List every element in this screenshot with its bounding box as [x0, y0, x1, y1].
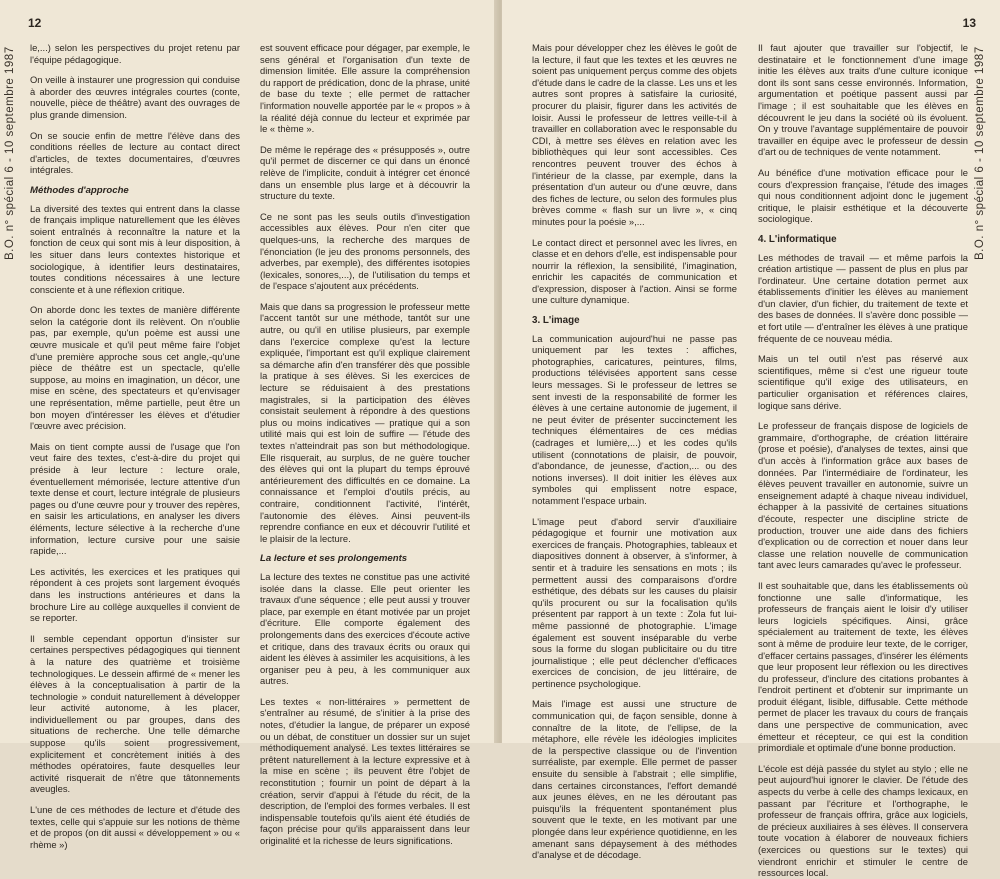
paragraph: Il faut ajouter que travailler sur l'objectif, le destinataire et le fonctionnement d'une image initie les élèves aux traits d'une culture iconique dont ils sont sans cesse environnés. Information, argumentation et poétique passent aussi par l'image ; il est souhaitable que les élèves en découvrent le jeu dans la société où ils évoluent. On y trouve l'avantage supplémentaire de pouvoir travailler en équipe avec le professeur de dessin d'art ou de techniques de vente notamment. — [758, 42, 968, 158]
paragraph: L'image peut d'abord servir d'auxiliaire pédagogique et fournir une motivation aux exercices de français. Photographies, tableaux et diapositives donnent à observer, à s'informer, à sentir et à traduire les sensations en mots ; ils permettent aussi des comparaisons d'ordre esthétique, des débats sur les causes du plaisir qu'ils procurent ou sur la focalisation qu'ils présentent par rapport à un texte : Zola fut lui-même passionné de photographie. L'image également est souvent inséparable du verbe sous la forme du slogan publicitaire ou du titre journalistique ; elle peut déclencher d'efficaces exercices de concision, de jeu littéraire, de pertinence psychologique. — [532, 515, 737, 689]
paragraph: Les textes « non-littéraires » permettent de s'entraîner au résumé, de s'initier à la prise des notes, d'étudier la langue, de préparer un exposé ou un débat, de constituer un dossier sur un sujet méthodiquement analysé. Les textes littéraires se prêtent naturellement à la lecture expressive et à la mise en scène ; ils peuvent être l'objet de reconstitution ; fournir un point de départ à la création, servir d'appui à l'étude du récit, de la description, de l'emploi des formes verbales. Il est indispensable toutefois qu'ils aient été étudiés de façon précise pour qu'ils apparaissent dans leur originalité et la richesse de leurs significations. — [260, 695, 470, 846]
paragraph: Le contact direct et personnel avec les livres, en classe et en dehors d'elle, est indispensable pour nourrir la réflexion, la sensibilité, l'imagination, enrichir les capacités de communication et d'expression, disposer à l'action. Ainsi se forme une culture dynamique. — [532, 236, 737, 306]
left-page — [0, 0, 498, 850]
text-column — [758, 42, 968, 879]
text-column — [260, 42, 470, 846]
paragraph: On veille à instaurer une progression qui conduise à aborder des œuvres intégrales courtes (conte, nouvelle, pièce de théâtre) avant des ouvrages de plus grande dimension. — [30, 74, 240, 120]
section-heading: Méthodes d'approche — [30, 184, 129, 196]
page-number: 12 — [28, 16, 42, 30]
paragraph: Mais l'image est aussi une structure de communication qui, de façon sensible, donne à connaître de la litote, de l'ellipse, de la métaphore, elle révèle les idéologies implicites de la perspective classique ou de l'invention surréaliste, par exemple. Elle permet de passer ensuite du sensible à l'abstrait ; elle simplifie, dans certaines circonstances, l'effort demandé aux jeunes élèves, en ne les déroutant pas puisqu'ils la fréquentent spontanément plus souvent que le texte, en les motivant par une plongée dans leur expérience quotidienne, en les amenant sans dépaysement à des méthodes d'analyse et de décodage. — [532, 698, 737, 861]
paragraph: Mais pour développer chez les élèves le goût de la lecture, il faut que les textes et les œuvres ne soient pas uniquement perçus comme des objets d'étude dans le cadre de la classe. Les uns et les autres sont propres à satisfaire la curiosité, procurer du plaisir, figurer dans les activités de loisir. Aussi le professeur de lettres veille-t-il à travailler en collaboration avec le responsable du CDI, à mettre ses élèves en relation avec les bibliothèques qui leur sont accessibles. Ces rencontres peuvent trouver des échos à l'intérieur de la classe, par exemple, dans la présentation d'un auteur ou d'une œuvre, dans des fiches de lecture, ou selon des formules plus brèves comme « flash sur un livre », « cinq minutes pour la poésie »,... — [532, 42, 737, 227]
paragraph: La lecture des textes ne constitue pas une activité isolée dans la classe. Elle peut orienter les travaux d'une séquence ; elle peut aussi y trouver place, par exemple en étant motivée par un projet d'écriture. Elle comporte également des prolongements dans des exercices d'écoute active et critique, dans des travaux écrits ou oraux qui aident les élèves à assimiler les acquisitions, à les organiser peu à peu, à les communiquer aux autres. — [260, 570, 470, 687]
paragraph: L'école est déjà passée du stylet au stylo ; elle ne peut aujourd'hui ignorer le clavier. De l'étude des aspects du verbe à celle des champs lexicaux, en passant par l'écriture et l'orthographe, le professeur de français offrira, grâce aux logiciels, de précieux auxiliaires à ses élèves. Il conservera toute vocation à élaborer de nouveaux fichiers (exercices ou questions sur le textes) qui viendront enrichir et stimuler le centre de ressources local. — [758, 762, 968, 879]
paragraph: est souvent efficace pour dégager, par exemple, le sens général et l'organisation d'un texte de dimension limitée. Elle assure la compréhension du rapport de prédication, donc de la phrase, unité de base du texte ; elle permet de rattacher l'information nouvelle apportée par le « propos » à la réalité déjà connue du lecteur et exprimée par le « thème ». — [260, 42, 470, 135]
paragraph: Il est souhaitable que, dans les établissements où fonctionne une salle d'informatique, les professeurs de français aient le loisir d'y utiliser leurs logiciels spécifiques. Ainsi, grâce spécialement au traitement de texte, les élèves sont à même de produire leur texte, de le corriger, d'effacer certains passages, d'insérer les éléments que leur proposent leur réflexion ou les directives du professeur, d'inclure des citations probantes à l'endroit pertinent et d'obtenir sur imprimante un produit élégant, lisible, diffusable. Cette méthode permet de placer les travaux du cours de français dans une perspective de communication, avec émetteur et récepteur, ce qui est la condition primordiale et optimale d'une bonne production. — [758, 579, 968, 754]
paragraph: Ce ne sont pas les seuls outils d'investigation accessibles aux élèves. Pour n'en citer que quelques-uns, la recherche des marques de l'énonciation (le jeu des pronoms personnels, des adverbes, par exemple), des différentes isotopies (lexicales, sonores,...), de l'utilisation du temps et de l'espace s'ajoutent aux précédents. — [260, 210, 470, 292]
side-label: B.O. n° spécial 6 - 10 septembre 1987 — [974, 46, 986, 260]
paragraph: Les méthodes de travail — et même parfois la création artistique — passent de plus en plus par l'ordinateur. Une certaine dotation permet aux établissements d'initier les élèves au maniement d'un clavier, d'un fichier, du traitement de texte et des bases de données. Il s'avère donc possible — et fort utile — d'entraîner les élèves à une pratique fréquente de ce nouveau média. — [758, 251, 968, 344]
paragraph: L'une de ces méthodes de lecture et d'étude des textes, celle qui s'appuie sur les notions de thème et de propos (on dit aussi « développement » ou « rhème ») — [30, 804, 240, 850]
paragraph: Les activités, les exercices et les pratiques qui répondent à ces projets sont largement évoqués dans les instructions antérieures et dans la brochure Lire au collège auxquelles il convient de se reporter. — [30, 565, 240, 624]
right-page — [502, 0, 1000, 879]
section-heading: La lecture et ses prolongements — [260, 553, 408, 565]
paragraph: le,...) selon les perspectives du projet retenu par l'équipe pédagogique. — [30, 42, 240, 65]
paragraph: Le professeur de français dispose de logiciels de grammaire, d'orthographe, de création littéraire (prose et poésie), d'analyses de textes, ainsi que d'un accès à l'information grâce aux bases de données. Par l'intermédiaire de l'ordinateur, les élèves peuvent travailler en autonomie, suivre un enseignement adapté à chaque niveau individuel, échapper à la passivité de certaines situations d'écoute, respecter une discipline stricte de production, trouver une aide dans des fichiers d'explication ou de correction et nouer dans leur classe une relation nouvelle de communication tant avec leurs camarades qu'avec le professeur. — [758, 420, 968, 571]
side-label: B.O. n° spécial 6 - 10 septembre 1987 — [4, 46, 16, 260]
section-heading: 4. L'informatique — [758, 233, 837, 245]
paragraph: De même le repérage des « présupposés », outre qu'il permet de discerner ce qui dans un énoncé relève de l'implicite, conduit à intégrer cet énoncé dans un ensemble plus large et à découvrir la structure du texte. — [260, 143, 470, 202]
paragraph: La communication aujourd'hui ne passe pas uniquement par les textes : affiches, photographies, caricatures, peintures, films, productions télévisées apportent sans cesse leurs messages. Si le professeur de lettres se sent investi de la responsabilité de former les élèves à une certaine autonomie de jugement, il ne peut éviter de présenter succinctement les techniques élémentaires de ces médias (cadrages et lumière,...) et les codes qu'ils utilisent (connotations de plaisir, de pouvoir, d'abondance, de jeunesse, d'action,... ou des notions inverses). Il doit initier les élèves aux symboles qui emplissent notre espace, notamment l'espace urbain. — [532, 332, 737, 506]
paragraph: Au bénéfice d'une motivation efficace pour le cours d'expression française, l'étude des images qui nous conditionnent adjoint donc le jugement critique, le plaisir esthétique et la découverte sociologique. — [758, 166, 968, 225]
paragraph: Il semble cependant opportun d'insister sur certaines perspectives pédagogiques qui tiennent à la nature des quatrième et troisième technologiques. Le dessein affirmé de « mener les élèves à la conceptualisation à partir de la technologie » conduit naturellement à développer leur activité autonome, à les placer, individuellement ou par groupes, dans des situations de recherche. Une telle démarche suppose qu'ils soient progressivement, explicitement et concrètement initiés à des méthodes opératoires, faute desquelles leur activité risquerait de n'être que tâtonnements aveugles. — [30, 632, 240, 795]
paragraph: On aborde donc les textes de manière différente selon la catégorie dont ils relèvent. On n'oublie pas, par exemple, qu'un poème est aussi une œuvre musicale et qu'il peut même faire l'objet d'une première approche sous cet angle,-qu'une pièce de théâtre est un spectacle, qu'elle suppose, au moins en imagination, un décor, une mise en scène, des spectateurs et qu'envisager une représentation, même partielle, peut être un bon moyen d'intéresser les élèves et d'étudier l'œuvre avec précision. — [30, 304, 240, 432]
paragraph: Mais que dans sa progression le professeur mette l'accent tantôt sur une méthode, tantôt sur une autre, ou qu'il en utilise plusieurs, par exemple dans l'exercice complexe qu'est la lecture expliquée, l'important est qu'il explique clairement sa démarche afin d'en transférer dès que possible la pratique à ses élèves. Si les exercices de lecture se réduisaient à des prestations magistrales, si la participation des élèves consistait seulement à répondre à des questions plus ou moins indicatives — pratique qui a son utilité mais qui est loin de suffire — l'étude des textes n'atteindrait pas son but méthodologique. Elle risquerait, au surplus, de ne guère toucher des élèves qui ont la plupart du temps éprouvé antérieurement des difficultés en ce domaine. La connaissance et l'emploi d'outils précis, au contraire, conditionnent l'activité, l'intérêt, l'autonomie des élèves. Ainsi peuvent-ils reprendre confiance en eux et découvrir l'utilité et le plaisir de la lecture. — [260, 300, 470, 544]
section-heading: 3. L'image — [532, 315, 580, 327]
paragraph: La diversité des textes qui entrent dans la classe de français implique naturellement que les élèves soient entraînés à reconnaître la nature et la fonction de ceux qui sont mis à leur disposition, à les situer dans leurs contextes historique et sociologique, à identifier leurs destinataires, toutes conditions nécessaires à une lecture consciente et à une réflexion critique. — [30, 202, 240, 295]
paragraph: Mais un tel outil n'est pas réservé aux scientifiques, même si c'est une rigueur toute scientifique qu'il exige des utilisateurs, en particulier organisation et références claires, logique sans dérive. — [758, 353, 968, 411]
text-column — [532, 42, 737, 861]
page-number: 13 — [962, 16, 976, 30]
text-column — [30, 42, 240, 850]
paragraph: On se soucie enfin de mettre l'élève dans des conditions réelles de lecture au contact direct d'articles, de textes documentaires, d'œuvres intégrales. — [30, 129, 240, 176]
paragraph: Mais on tient compte aussi de l'usage que l'on veut faire des textes, c'est-à-dire du projet qui préside à leur lecture : lecture orale, éventuellement mémorisée, lecture attentive d'un texte dense et court, lecture intégrale de plusieurs pages ou d'une œuvre pour y trouver des repères, en saisir les articulations, en analyser les divers éléments, lecture sélective à la recherche d'une information, lecture cursive pour une saisie rapide,... — [30, 440, 240, 557]
